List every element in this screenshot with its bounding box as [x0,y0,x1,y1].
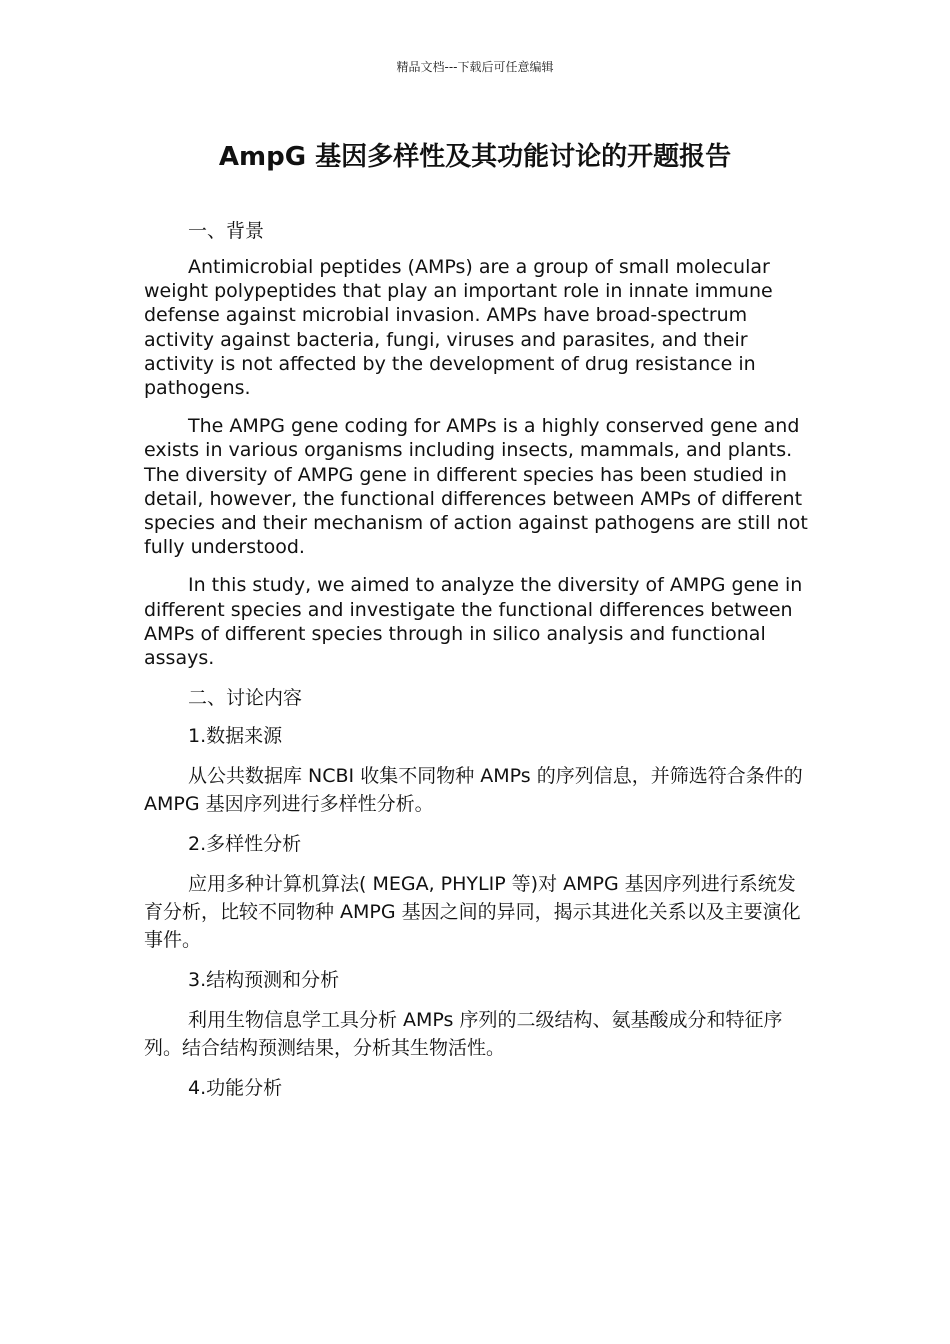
header-note: 精品文档---下载后可任意编辑 [396,60,554,74]
paragraph-structure-prediction: 利用生物信息学工具分析 AMPs 序列的二级结构、氨基酸成分和特征序列。结合结构预测结果，分析其生物活性。 [144,1009,783,1060]
subheading-function-analysis: 4.功能分析 [188,1077,283,1100]
document-body [144,217,809,1114]
paragraph-data-source: 从公共数据库 NCBI 收集不同物种 AMPs 的序列信息，并筛选符合条件的 AMPG 基因序列进行多样性分析。 [144,765,803,816]
subheading-diversity-analysis: 2.多样性分析 [188,833,302,856]
subheading-data-source: 1.数据来源 [188,725,283,748]
document-title: AmpG 基因多样性及其功能讨论的开题报告 [218,142,732,172]
background-paragraph-3: In this study, we aimed to analyze the diversity of AMPG gene in different species and investigate the functional differences between AMPs of different species through in silico analysis and functional assays. [144,574,803,670]
section-heading-discussion: 二、讨论内容 [188,687,303,710]
background-paragraph-1: Antimicrobial peptides (AMPs) are a group of small molecular weight polypeptides that play an important role in innate immune defense against microbial invasion. AMPs have broad-spectrum activity against bacteria, fungi, viruses and parasites, and their activity is not affected by the development of drug resistance in pathogens. [144,256,773,400]
background-paragraph-2: The AMPG gene coding for AMPs is a highly conserved gene and exists in various organisms including insects, mammals, and plants. The diversity of AMPG gene in different species has been studied in detail, however, the functional differences between AMPs of different species and their mechanism of action against pathogens are still not fully understood. [144,415,808,559]
paragraph-diversity-analysis: 应用多种计算机算法( MEGA, PHYLIP 等)对 AMPG 基因序列进行系统发育分析，比较不同物种 AMPG 基因之间的异同，揭示其进化关系以及主要演化事件。 [144,873,801,952]
section-heading-background: 一、背景 [188,220,265,242]
subheading-structure-prediction: 3.结构预测和分析 [188,969,340,992]
